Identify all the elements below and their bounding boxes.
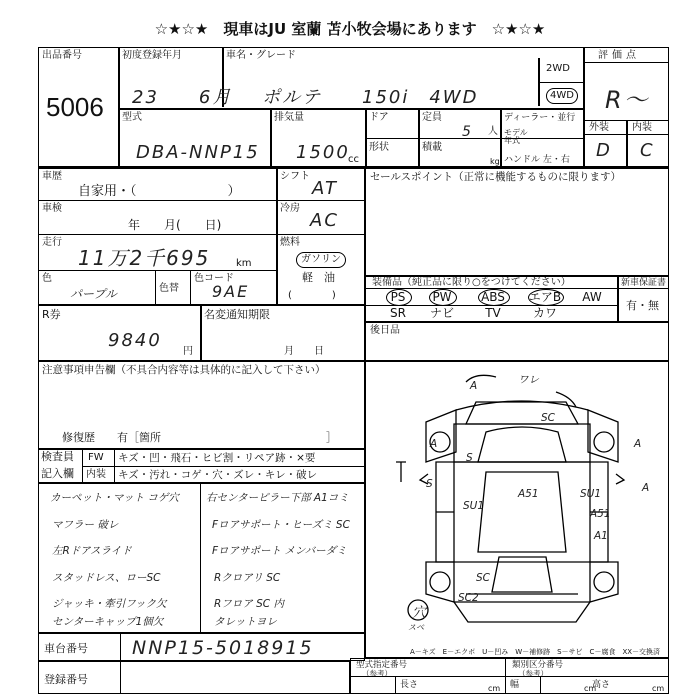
diagram-mark: 穴 [412, 605, 426, 621]
length-unit: cm [488, 684, 501, 693]
lot-label: 出品番号 [42, 50, 82, 61]
fuel-label: 燃料 [280, 237, 300, 248]
equip-ps: PS [390, 290, 406, 304]
inspector-label: 検査員 [41, 450, 74, 463]
first-reg-label: 初度登録年月 [122, 50, 182, 61]
damage-legend: A－キズ E－エクボ U－凹み W－補修跡 S－サビ C－腐食 XX－交換済 [410, 648, 661, 656]
model-year-label: モデル 年式 [504, 128, 528, 145]
diagram-mark: SC [476, 572, 490, 584]
model-value: DBA-NNP15 [136, 142, 260, 163]
width-unit: cm [584, 684, 597, 693]
diagram-mark: A [430, 438, 438, 450]
inspection-value: 年 月( 日) [128, 218, 222, 232]
diagram-mark: スベ [408, 623, 424, 632]
interior-label: 内装 [632, 122, 652, 133]
comment-left-3: 左Rドアスライド [52, 545, 132, 557]
equip-circle [478, 289, 510, 306]
capacity-label: 定員 [422, 112, 442, 123]
fuel-diesel: 軽 油 [302, 271, 335, 284]
equip-abs: ABS [481, 290, 505, 304]
equip-sr: SR [390, 306, 406, 320]
recycle-label: R券 [42, 308, 61, 321]
drive-4wd: 4WD [546, 88, 578, 104]
diagram-mark: S [466, 452, 473, 464]
repair-label: 修復歴 有［箇所 ］ [62, 431, 337, 444]
dealer-label: ディーラー・並行 [504, 113, 576, 123]
sales-point [365, 168, 669, 276]
diagram-mark: SC2 [458, 592, 479, 604]
mileage-unit: km [236, 258, 252, 269]
type-no-label: 型式指定番号 [356, 660, 408, 670]
comment-right-3: Fロアサポート メンバーダミ [212, 545, 347, 557]
equip-aw: AW [582, 290, 602, 304]
sales-label: セールスポイント（正常に機能するものに限ります） [370, 171, 622, 183]
type-no-sub: （参考） [362, 669, 392, 678]
comment-right-6: タレットヨレ [214, 616, 277, 628]
width-label: 幅 [510, 680, 520, 690]
diagram-mark: S [426, 478, 433, 490]
equip-tv: TV [485, 306, 501, 320]
diagram-mark: SU1 [580, 488, 602, 500]
displacement-unit: cc [348, 154, 359, 165]
diagram-mark: SC [541, 412, 555, 424]
notice-value: 月 日 [284, 346, 324, 357]
comment-left-5: ジャッキ・牽引フック欠 [52, 598, 167, 610]
lot-number: 5006 [46, 92, 104, 122]
shift-value: AT [312, 178, 338, 199]
equip-leather: カワ [532, 306, 557, 320]
recycle-value: 9840 [108, 330, 162, 351]
load-label: 積載 [422, 142, 442, 153]
height-unit: cm [652, 684, 665, 693]
diagram-mark: A51 [590, 508, 611, 520]
comment-right-5: Rフロア SC 内 [214, 598, 284, 610]
ac-value: AC [310, 210, 339, 231]
color-code-value: 9AE [212, 282, 250, 301]
exterior-value: D [596, 140, 612, 161]
exterior-label: 外装 [589, 122, 609, 133]
reg-label: 登録番号 [44, 673, 88, 686]
diagram-mark: SU1 [463, 500, 485, 512]
first-reg-value: 23 6月 [132, 87, 233, 108]
diagram-mark: A [642, 482, 650, 494]
warranty-label: 新車保証書 [621, 278, 667, 288]
notes-title: 注意事項申告欄（不具合内容等は具体的に記入して下さい） [42, 364, 326, 376]
warranty-value: 有・無 [626, 299, 659, 312]
car-diagram [366, 362, 668, 642]
equip-airbag: エアB [528, 290, 562, 304]
color-code-label: 色コード [194, 273, 234, 284]
chassis-value: NNP15-5018915 [132, 637, 314, 659]
class-no-label: 類別区分番号 [512, 660, 564, 670]
handle-label: ハンドル 左・右 [504, 155, 570, 165]
color-change-label: 色替 [159, 283, 179, 294]
car-name-value: ポルテ 150i 4WD [262, 87, 479, 108]
diagram-mark: ワレ [518, 374, 539, 386]
car-name-label: 車名・グレード [226, 50, 296, 61]
equip-pw: PW [432, 290, 452, 304]
inspection-label: 車検 [42, 203, 62, 214]
shape-label: 形状 [369, 142, 389, 153]
aftermarket-label: 後日品 [370, 325, 400, 336]
interior-items: キズ・汚れ・コゲ・穴・ズレ・キレ・破レ [118, 469, 318, 481]
comment-left-2: マフラー 破レ [52, 519, 119, 531]
height-label: 高さ [592, 680, 611, 690]
color-value: パープル [70, 287, 117, 301]
history-label: 車歴 [42, 171, 62, 182]
interior-row-label: 内装 [86, 469, 106, 480]
comment-left-4: スタッドレス、ローSC [52, 572, 161, 584]
equipment-title: 装備品（純正品に限り○をつけてください） [372, 277, 571, 288]
door-label: ドア [369, 112, 389, 123]
mileage-label: 走行 [42, 237, 62, 248]
diagram-mark: A [470, 380, 478, 392]
recorder-label: 記入欄 [41, 467, 74, 480]
drive-2wd: 2WD [546, 63, 570, 74]
equip-circle [386, 289, 412, 306]
score-label: 評価点 [598, 50, 640, 61]
notice-label: 名変通知期限 [204, 308, 270, 321]
length-label: 長さ [400, 680, 419, 690]
shift-label: シフト [280, 171, 310, 182]
equip-circle [528, 289, 564, 306]
comment-right-2: Fロアサポート・ヒーズミ SC [212, 519, 350, 531]
header-banner: ☆★☆★ 現車はJU 室蘭 苫小牧会場にあります ☆★☆★ [154, 20, 546, 38]
history-value: 自家用・（ ） [78, 184, 241, 199]
capacity-value: 5 [462, 124, 471, 140]
mileage-value: 11万2千695 [78, 246, 211, 270]
score-value: R〜 [605, 86, 650, 114]
displacement-label: 排気量 [274, 112, 304, 123]
diagram-mark: A [634, 438, 642, 450]
comment-right-1: 右センターピラー下部 A1コミ [206, 492, 349, 504]
comment-left-6: センターキャップ1個欠 [52, 616, 164, 628]
class-no-sub: （参考） [518, 669, 548, 678]
chassis-label: 車台番号 [44, 642, 88, 655]
equip-circle [429, 289, 457, 306]
fw-items: キズ・凹・飛石・ヒビ割・リペア跡・×要 [118, 452, 316, 464]
displacement-value: 1500 [296, 142, 350, 163]
capacity-unit: 人 [488, 126, 498, 137]
color-label: 色 [42, 273, 52, 284]
recycle-unit: 円 [183, 346, 193, 357]
ac-label: 冷房 [280, 203, 300, 214]
fuel-gas: ガソリン [296, 252, 346, 268]
comment-left-1: カーペット・マット コゲ穴 [50, 492, 179, 504]
fuel-other: ( ) [288, 290, 336, 301]
diagram-mark: A51 [518, 488, 539, 500]
diagram-mark: A1 [594, 530, 608, 542]
load-unit: kg [490, 157, 500, 166]
equip-navi: ナビ [429, 306, 454, 320]
fw-label: FW [88, 452, 104, 463]
model-label: 型式 [122, 112, 142, 123]
comment-right-4: Rクロアリ SC [214, 572, 281, 584]
aftermarket-box [365, 322, 669, 361]
interior-value: C [640, 140, 655, 161]
